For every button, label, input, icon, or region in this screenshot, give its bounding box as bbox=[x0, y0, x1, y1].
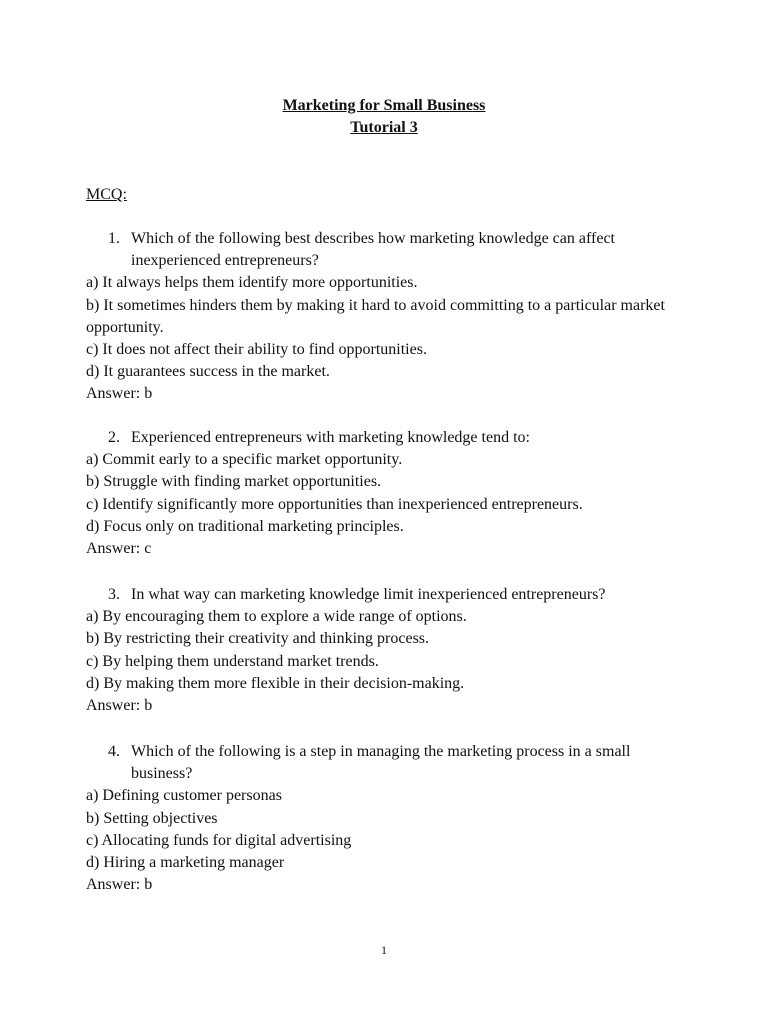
section-heading: MCQ: bbox=[86, 186, 127, 203]
question-number: 2. bbox=[108, 429, 120, 446]
question-stem bbox=[86, 584, 686, 606]
document-title: Marketing for Small Business bbox=[282, 97, 486, 114]
answer-text: Answer: c bbox=[86, 540, 152, 558]
answer-text: Answer: b bbox=[86, 385, 153, 403]
question-number: 1. bbox=[108, 230, 120, 247]
question-4 bbox=[86, 741, 686, 896]
question-3 bbox=[86, 584, 686, 717]
question-1 bbox=[86, 228, 686, 406]
option-b: b) By restricting their creativity and thinking process. bbox=[86, 630, 430, 648]
option-c: c) It does not affect their ability to find opportunities. bbox=[86, 341, 427, 359]
question-stem bbox=[86, 741, 686, 785]
option-d: d) It guarantees success in the market. bbox=[86, 363, 330, 381]
document-subtitle: Tutorial 3 bbox=[350, 119, 418, 136]
option-c: c) Identify significantly more opportunities than inexperienced entrepreneurs. bbox=[86, 495, 583, 513]
question-text: Which of the following is a step in managing the marketing process in a small business? bbox=[131, 743, 631, 783]
option-d: d) By making them more flexible in their decision-making. bbox=[86, 674, 465, 692]
question-number: 3. bbox=[108, 586, 120, 603]
option-c: c) Allocating funds for digital advertising bbox=[86, 831, 352, 849]
option-a: a) By encouraging them to explore a wide range of options. bbox=[86, 608, 467, 626]
option-b: b) Struggle with finding market opportunities. bbox=[86, 473, 382, 491]
option-a: a) Commit early to a specific market opportunity. bbox=[86, 451, 403, 469]
title-block bbox=[0, 95, 768, 139]
question-2 bbox=[86, 427, 686, 560]
option-d: d) Hiring a marketing manager bbox=[86, 854, 285, 872]
option-a: a) It always helps them identify more opportunities. bbox=[86, 274, 418, 292]
option-a: a) Defining customer personas bbox=[86, 787, 282, 805]
answer-text: Answer: b bbox=[86, 697, 153, 715]
question-number: 4. bbox=[108, 743, 120, 760]
question-text: Which of the following best describes how marketing knowledge can affect inexperienced entrepreneurs? bbox=[131, 230, 615, 270]
answer-text: Answer: b bbox=[86, 876, 153, 894]
option-c: c) By helping them understand market trends. bbox=[86, 652, 379, 670]
option-b: b) It sometimes hinders them by making it hard to avoid committing to a particular market opportunity. bbox=[86, 296, 665, 336]
question-text: In what way can marketing knowledge limit inexperienced entrepreneurs? bbox=[131, 586, 606, 603]
option-d: d) Focus only on traditional marketing principles. bbox=[86, 517, 404, 535]
question-stem bbox=[86, 228, 686, 272]
question-text: Experienced entrepreneurs with marketing knowledge tend to: bbox=[131, 429, 530, 446]
option-b: b) Setting objectives bbox=[86, 809, 218, 827]
page-number: 1 bbox=[381, 943, 387, 957]
question-stem bbox=[86, 427, 686, 449]
